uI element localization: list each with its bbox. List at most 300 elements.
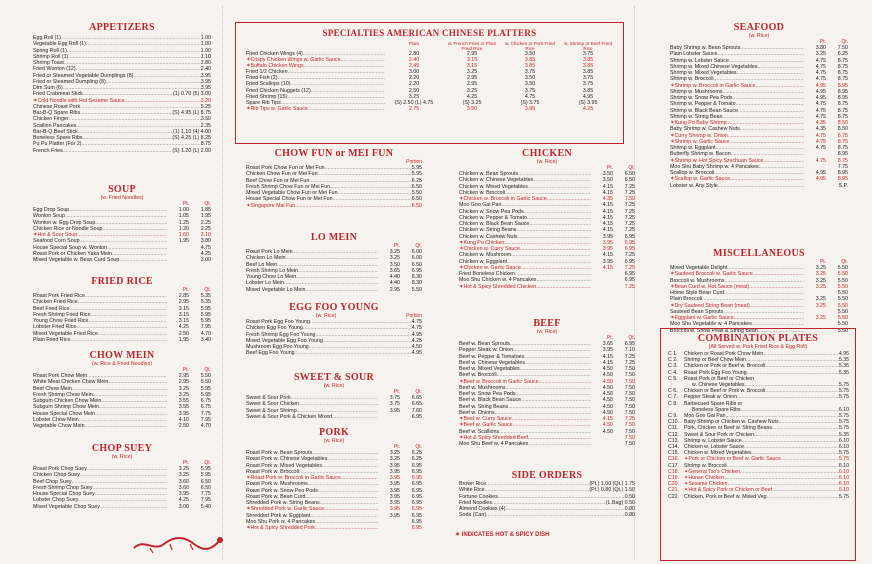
item-price-pt: 3.95 bbox=[389, 512, 400, 519]
item-price-pt: 3.75 bbox=[389, 395, 400, 401]
item-price-qt: 7.50 bbox=[624, 196, 635, 202]
item-name: Chicken w. String Beans bbox=[459, 227, 517, 234]
leader-dots bbox=[747, 370, 839, 376]
item-price-qt: 7.50 bbox=[624, 384, 635, 391]
item-price-pt: 2.50 bbox=[178, 423, 189, 429]
item-price: 1.10 bbox=[200, 53, 211, 60]
item-price-pt: 3.95 bbox=[389, 493, 400, 500]
item-name: Moo Shu Baby Shrimp w. 4 Pancakes bbox=[670, 163, 759, 170]
item-price: 6.10 bbox=[838, 481, 849, 488]
header-pt: Pt. bbox=[182, 460, 189, 466]
item-name: Moo Shu Pork w. 4 Pancakes bbox=[246, 518, 316, 525]
item-name: Broccoli w. Mushrooms bbox=[670, 277, 725, 284]
item-price-qt: 8.75 bbox=[837, 113, 848, 120]
item-price-pt: 4.50 bbox=[602, 428, 613, 435]
item-price: 5.95 bbox=[411, 165, 422, 171]
item-name: Chicken w. Mixed Vegetables bbox=[459, 183, 528, 190]
item-price: 6.10 bbox=[838, 437, 849, 444]
item-price: 1.00 bbox=[200, 35, 211, 41]
item-price-qt: 1.95 bbox=[200, 213, 211, 220]
item-price: (S) 4.95 (L) 8.75 bbox=[172, 110, 211, 116]
item-price-pt: 3.25 bbox=[178, 466, 189, 472]
item-price-pt bbox=[378, 525, 400, 531]
item-name: Spare Rib Tips bbox=[246, 99, 281, 106]
item-price-qt: 7.25 bbox=[624, 416, 635, 422]
item-price-qt: 7.50 bbox=[624, 409, 635, 416]
item-price-pt: 4.75 bbox=[815, 70, 826, 76]
item-price: 3.85 bbox=[582, 87, 594, 94]
item-price-pt: 3.95 bbox=[602, 347, 613, 354]
item-name: Mixed Vegetable Egg Foo Young bbox=[246, 337, 323, 344]
item-price-pt: 4.15 bbox=[602, 214, 613, 221]
item-price-qt: 5.95 bbox=[200, 466, 211, 472]
item-price-pt: 3.95 bbox=[602, 246, 613, 252]
item-price-qt: 6.95 bbox=[411, 481, 422, 488]
item-price: 6.10 bbox=[838, 462, 849, 469]
combo-number: C12. bbox=[668, 431, 679, 438]
item-price: (1) 1.10 (4) 4.00 bbox=[173, 128, 211, 135]
item-price-qt: 6.95 bbox=[411, 267, 422, 274]
header-qt: Qt. bbox=[415, 444, 422, 450]
item-name: Egg Drop Soup bbox=[33, 207, 70, 213]
item-name: Roast Pork Lo Mein bbox=[246, 249, 293, 255]
item-price-qt: 6.95 bbox=[411, 506, 422, 513]
leader-dots bbox=[305, 287, 378, 293]
item-name: Baby Shrimp or Chicken w. Cashew Nuts bbox=[684, 419, 779, 426]
leader-dots bbox=[85, 423, 167, 429]
item-price: 5.25 bbox=[200, 103, 211, 110]
combo-number: C 1. bbox=[668, 351, 678, 357]
item-name: Moo Shu Chicken w. 4 Pancakes bbox=[459, 277, 537, 284]
item-price: 2.50 bbox=[408, 87, 420, 94]
item-price-qt: S.P. bbox=[838, 182, 848, 189]
header-qt: Qt. bbox=[841, 259, 848, 265]
item-price: 1.00 bbox=[200, 47, 211, 54]
item-price: 2.95 bbox=[466, 75, 478, 82]
item-price-pt: 4.75 bbox=[815, 132, 826, 139]
item-price-qt: 6.50 bbox=[200, 478, 211, 485]
item-price-qt: 8.95 bbox=[837, 95, 848, 101]
combo-number: C21. bbox=[668, 487, 679, 494]
item-name: Roast Pork w. Mushrooms bbox=[246, 481, 308, 488]
item-price-pt: 3.65 bbox=[389, 267, 400, 274]
item-price: 3.75 bbox=[524, 69, 536, 76]
item-price-qt: 6.75 bbox=[200, 404, 211, 411]
item-price-pt: 4.50 bbox=[602, 403, 613, 410]
item-name: ✶ Bean Curd w. Hot Sauce (meat) bbox=[670, 284, 749, 290]
item-price: 2.20 bbox=[408, 81, 420, 88]
item-price: 6.25 bbox=[411, 177, 422, 184]
item-price-pt: 2.95 bbox=[389, 286, 400, 293]
item-name: Mixed Vegetable Lo Mein bbox=[246, 286, 306, 293]
item-name: Pepper Steak w. Onion bbox=[684, 394, 738, 401]
section-title: CHOP SUEY bbox=[91, 443, 153, 454]
item-price: (S) 1.20 (L) 2.00 bbox=[172, 147, 211, 154]
item-price-pt: 3.95 bbox=[389, 481, 400, 488]
combo-number: C22. bbox=[668, 493, 679, 500]
item-price-pt: 4.15 bbox=[602, 264, 613, 271]
leader-dots bbox=[536, 284, 591, 290]
item-price-pt: 2.85 bbox=[178, 293, 189, 299]
item-name: Mixed Vegetable Fried Rice bbox=[33, 330, 98, 337]
item-price: 2.20 bbox=[408, 75, 420, 82]
header-qt: Qt. bbox=[841, 39, 848, 45]
item-price: 2.95 bbox=[466, 51, 478, 57]
item-price: 3.25 bbox=[408, 93, 420, 100]
item-price-qt: 1.85 bbox=[200, 207, 211, 213]
item-price-qt: 7.25 bbox=[624, 183, 635, 190]
item-price-pt: 4.10 bbox=[178, 416, 189, 423]
item-name: Home Style Bean Curd bbox=[670, 290, 725, 296]
item-price-qt: 6.65 bbox=[411, 401, 422, 408]
item-name: Subgum Shrimp Chow Mein bbox=[33, 404, 99, 411]
item-price: 4.75 bbox=[524, 93, 536, 100]
item-price: 5.50 bbox=[411, 190, 422, 196]
appetizers-section bbox=[33, 22, 211, 154]
section-title: EGG FOO YOUNG bbox=[289, 302, 379, 313]
item-price-pt bbox=[591, 284, 613, 290]
item-name: Roast Pork Egg Foo Young bbox=[684, 369, 747, 376]
item-price: 5.75 bbox=[838, 456, 849, 463]
item-name: White Rice bbox=[459, 487, 485, 494]
item-price-qt: 7.50 bbox=[624, 397, 635, 404]
item-name: Vegetable Egg Roll (1) bbox=[33, 41, 87, 48]
item-price-qt: 8.95 bbox=[837, 170, 848, 176]
item-price-pt: 3.95 bbox=[389, 475, 400, 481]
item-price-qt: 6.95 bbox=[411, 525, 422, 531]
item-name: Fried Chicken Nuggets (12) bbox=[246, 87, 311, 94]
menu-item bbox=[246, 106, 617, 112]
item-name: ✶ Curry Shrimp w. Onion bbox=[670, 133, 728, 139]
item-price-pt: 3.50 bbox=[389, 261, 400, 268]
item-name: Wonton w. Egg Drop Soup bbox=[33, 219, 96, 226]
item-price-pt: 4.25 bbox=[178, 324, 189, 331]
item-price-qt: 5.95 bbox=[200, 385, 211, 392]
combo-item bbox=[668, 494, 849, 500]
lo-mein-section bbox=[246, 232, 422, 293]
item-name: Moo Goo Gai Pan bbox=[684, 413, 726, 420]
item-name: Egg Roll (1) bbox=[33, 35, 61, 41]
column-header: Portion bbox=[406, 313, 422, 319]
item-price: 3.85 bbox=[582, 57, 594, 64]
item-name: Shredded Pork w. String Beans bbox=[246, 500, 320, 506]
item-price-pt: 4.50 bbox=[602, 409, 613, 416]
item-price: (S) 3.75 bbox=[520, 99, 540, 106]
item-price: 5.35 bbox=[838, 369, 849, 376]
header-pt: Pt. bbox=[606, 165, 613, 171]
item-name: ✶ Singapore Mai Fun bbox=[246, 203, 295, 209]
chow-fun-section bbox=[246, 148, 422, 209]
item-price-qt: 5.50 bbox=[837, 290, 848, 296]
leader-dots bbox=[100, 504, 167, 510]
chow-mein-section bbox=[33, 350, 211, 429]
item-name: Fried Fish (2) bbox=[246, 75, 278, 82]
item-price-pt: 3.95 bbox=[389, 407, 400, 414]
item-name: ✶ Chicken w. Broccoli in Garlic Sauce bbox=[459, 196, 547, 202]
item-price-pt: 3.95 bbox=[602, 258, 613, 265]
item-name: Dim Sum (6) bbox=[33, 85, 63, 91]
item-name: Beef w. String Beans bbox=[459, 403, 509, 410]
item-price-qt: 6.50 bbox=[411, 261, 422, 268]
item-name: Boneless Spare Ribs bbox=[33, 135, 83, 141]
section-subtitle: (w. Rice & Fried Noodles) bbox=[91, 361, 153, 367]
item-price-qt: 8.75 bbox=[837, 145, 848, 151]
item-name: Fortune Cookies bbox=[459, 493, 498, 500]
item-price: 2.45 bbox=[408, 63, 420, 70]
item-name: Chicken w. Chinese Vegetables bbox=[459, 177, 534, 184]
item-name: Sweet & Sour Pork or Chicken bbox=[684, 431, 755, 438]
section-title: SEAFOOD bbox=[733, 22, 785, 33]
item-name: Pork, Chicken or Beef w. String Beans bbox=[684, 425, 772, 432]
item-name: Shrimp w. Eggplant bbox=[670, 145, 716, 151]
item-price-qt: 3.80 bbox=[200, 238, 211, 245]
item-name: Chicken or Pork or Beef w. Broccoli bbox=[684, 363, 766, 370]
item-name: ✶ Roast Pork w. Broccoli in Garlic Sauce bbox=[246, 475, 341, 481]
item-price-pt: 3.95 bbox=[389, 487, 400, 494]
section-subtitle: (w. Rice) bbox=[323, 383, 345, 389]
item-name: Lobster w. Any Style bbox=[670, 182, 718, 189]
combo-number: C13. bbox=[668, 437, 679, 444]
section-title: CHICKEN bbox=[522, 148, 572, 159]
item-price-pt: 3.15 bbox=[178, 311, 189, 318]
item-price-pt: 4.75 bbox=[815, 76, 826, 83]
header-pt: Pt. bbox=[393, 444, 400, 450]
item-price-qt: 5.50 bbox=[837, 277, 848, 284]
item-price-qt: 5.35 bbox=[200, 299, 211, 306]
item-price: 6.10 bbox=[838, 406, 849, 413]
item-price-qt: 7.25 bbox=[624, 221, 635, 227]
item-price-qt: 6.50 bbox=[200, 484, 211, 491]
item-price-qt: 7.50 bbox=[624, 372, 635, 379]
item-price-pt: 4.50 bbox=[602, 378, 613, 385]
item-price-qt: 7.50 bbox=[624, 378, 635, 385]
item-name: Shrimp w. Pepper & Tomato bbox=[670, 101, 736, 108]
item-name: Beef w. Mixed Vegetables bbox=[459, 366, 520, 372]
seafood-section bbox=[670, 22, 848, 189]
item-name: Chicken w. Eggplant bbox=[459, 258, 507, 265]
item-price-qt: 5.95 bbox=[200, 472, 211, 479]
item-price-pt: 3.75 bbox=[389, 401, 400, 408]
menu-item bbox=[459, 441, 635, 447]
item-name: Baby Shrimp w. Cashew Nuts bbox=[670, 126, 740, 133]
item-name: Fried Crabmeat Stick bbox=[33, 91, 83, 98]
item-price-pt: 4.95 bbox=[815, 95, 826, 101]
item-name: Chicken Finger bbox=[33, 116, 69, 123]
item-price-qt: 3.00 bbox=[200, 257, 211, 263]
item-price-qt: 5.50 bbox=[837, 283, 848, 290]
item-price-pt: 3.25 bbox=[815, 51, 826, 58]
combo-number: C 9. bbox=[668, 413, 678, 420]
item-price-qt: 7.25 bbox=[624, 252, 635, 259]
item-price: 3.50 bbox=[524, 75, 536, 82]
item-name: ✶ Cold Noodle with Hot Sesame Sauce bbox=[33, 98, 125, 104]
item-price: 2.80 bbox=[408, 51, 420, 57]
item-name: Shrimp w. Lobster Sauce bbox=[670, 57, 729, 64]
leader-dots bbox=[119, 257, 167, 263]
section-title: LO MEIN bbox=[310, 232, 358, 243]
item-name: Shrimp w. Snow Pea Pods bbox=[670, 95, 733, 101]
header-qt: Qt. bbox=[415, 243, 422, 249]
menu-item bbox=[246, 414, 422, 420]
item-name: Lobster Chow Mein bbox=[33, 416, 79, 423]
item-price: 2.40 bbox=[200, 66, 211, 73]
dragon-icon bbox=[130, 530, 225, 556]
item-price: 5.35 bbox=[838, 357, 849, 364]
item-name: Brown Rice bbox=[459, 481, 487, 487]
item-name: ✶ Buffalo Chicken Wings bbox=[246, 63, 304, 69]
item-price-qt: 8.50 bbox=[837, 120, 848, 126]
item-price-pt: 4.95 bbox=[815, 176, 826, 183]
item-price-qt: 6.95 bbox=[411, 493, 422, 500]
item-price-pt bbox=[804, 183, 826, 189]
item-price-pt: 1.60 bbox=[178, 232, 189, 238]
item-name: Shrimp w. Broccoli bbox=[670, 76, 714, 83]
item-price-pt: 4.95 bbox=[815, 88, 826, 95]
item-price-qt: 4.70 bbox=[200, 423, 211, 429]
item-name: French Fries bbox=[33, 147, 63, 154]
item-name: Beef Lo Mein bbox=[246, 261, 278, 268]
item-price-qt: 7.25 bbox=[624, 214, 635, 221]
item-name: ✶ Hot & Spicy Shredded Beef bbox=[459, 435, 528, 441]
item-price-qt: 7.50 bbox=[624, 366, 635, 372]
item-price-qt: 6.50 bbox=[624, 177, 635, 184]
item-price-qt: 7.25 bbox=[624, 283, 635, 290]
item-name: ✶ Scallop w. Garlic Sauce bbox=[670, 176, 730, 182]
item-price-pt: 3.25 bbox=[389, 249, 400, 255]
item-name: Beef w. Mushrooms bbox=[459, 384, 506, 391]
item-name: Beef Chow Mein bbox=[33, 385, 72, 392]
item-price: 3.75 bbox=[582, 81, 594, 88]
item-price-pt: 3.95 bbox=[389, 500, 400, 506]
item-price-pt: 1.20 bbox=[178, 225, 189, 232]
item-name: Fried or Steamed Dumpling (8) bbox=[33, 78, 106, 85]
item-name: Roast Pork w. Broccoli bbox=[246, 468, 299, 475]
item-name: Fresh Shrimp Chow Fun or Mei Fun bbox=[246, 183, 331, 190]
item-price-pt: 3.25 bbox=[815, 265, 826, 271]
item-price-pt: 4.50 bbox=[602, 422, 613, 429]
header-qt: Qt. bbox=[628, 165, 635, 171]
section-title: SOUP bbox=[108, 184, 136, 195]
item-name: Fresh Shrimp Chow Mein bbox=[33, 391, 93, 398]
item-name: ✶ Beef w. Broccoli in Garlic Sauce bbox=[459, 379, 539, 385]
item-price-pt: 3.95 bbox=[389, 462, 400, 469]
item-name: Shrimp w. Black Bean Sauce bbox=[670, 107, 739, 114]
item-price-qt: 6.95 bbox=[411, 475, 422, 481]
combination-plates-box bbox=[660, 328, 856, 561]
item-price: (Pt.) 0.80 (Qt.) 1.50 bbox=[589, 487, 635, 494]
pork-section bbox=[246, 427, 422, 531]
item-name: Roast Pork w. Mixed Vegetables bbox=[246, 462, 322, 469]
item-price: 5.35 bbox=[838, 363, 849, 370]
combo-number: C18. bbox=[668, 468, 679, 475]
item-name: Chicken Lo Mein bbox=[246, 255, 286, 262]
item-name: Fried Shrimp (15) bbox=[246, 93, 288, 100]
item-name: White Meat Chicken Chow Mein bbox=[33, 379, 109, 386]
item-price: 3.50 bbox=[466, 105, 478, 112]
column-divider bbox=[222, 6, 223, 560]
item-price: 3.15 bbox=[466, 63, 478, 70]
item-price-pt: 4.75 bbox=[815, 107, 826, 114]
item-name: Roast Pork Fried Rice bbox=[33, 293, 85, 299]
item-price-pt: 3.25 bbox=[178, 472, 189, 479]
section-title: SIDE ORDERS bbox=[511, 470, 583, 481]
header-qt: Qt. bbox=[204, 287, 211, 293]
item-price-qt: 6.25 bbox=[411, 450, 422, 456]
section-title: COMBINATION PLATES bbox=[697, 333, 819, 344]
item-price: 3.85 bbox=[524, 63, 536, 70]
section-subtitle: (w. Fried Noodles) bbox=[100, 195, 144, 201]
item-price: 3.85 bbox=[524, 57, 536, 64]
item-name: ✶ Shredded Pork w. Garlic Sauce bbox=[246, 506, 324, 512]
item-name: Fresh Shrimp Fried Rice bbox=[33, 311, 91, 318]
column-header: Portion bbox=[406, 159, 422, 165]
item-price-qt: 7.75 bbox=[837, 163, 848, 170]
item-name: Chinese Roast Pork bbox=[33, 103, 81, 110]
item-name: Beef w. Pepper & Tomatoes bbox=[459, 353, 525, 360]
item-price-pt: 3.25 bbox=[815, 283, 826, 290]
item-price: 3.85 bbox=[582, 69, 594, 76]
item-price-pt: 3.95 bbox=[602, 233, 613, 240]
item-price-pt: 4.25 bbox=[178, 497, 189, 504]
item-price: 5.75 bbox=[838, 382, 849, 389]
item-name: Roast Pork Chow Mein bbox=[33, 373, 88, 379]
item-name: Moo Shu Vegetable w. 4 Pancakes bbox=[670, 321, 752, 328]
item-price-qt: 5.50 bbox=[837, 321, 848, 328]
item-name: w. Chinese Vegetables bbox=[692, 382, 745, 389]
item-price-pt: 2.95 bbox=[178, 299, 189, 306]
header-pt: Pt. bbox=[819, 39, 826, 45]
item-name: Pepper Steak w. Onion bbox=[459, 347, 514, 354]
item-price-pt: 4.75 bbox=[815, 157, 826, 164]
item-name: Beef w. Black Bean Sauce bbox=[459, 397, 522, 404]
item-name: Beef Chop Suey bbox=[33, 478, 72, 485]
item-price-qt: 6.95 bbox=[624, 233, 635, 240]
header-pt: Pt. bbox=[182, 367, 189, 373]
item-name: Mushroom Egg Foo Young bbox=[246, 344, 309, 350]
item-price-pt: 4.75 bbox=[815, 63, 826, 70]
item-price-qt: 7.50 bbox=[624, 391, 635, 397]
item-name: ✶ General Tso's Chicken bbox=[684, 469, 740, 475]
item-price: (Pt.) 1.00 (Qt.) 1.75 bbox=[589, 481, 635, 487]
specialties-column-headers: Plain w. French Fries or Plain Fried Rice w. Chicken or Pork Fried Rice w. Shrimp or Beef Fried Rice bbox=[408, 41, 612, 51]
leader-dots bbox=[768, 494, 839, 500]
item-name: Shrimp Roll (1) bbox=[33, 53, 69, 60]
combo-number: C16. bbox=[668, 456, 679, 463]
item-price-qt: 5.50 bbox=[837, 265, 848, 271]
item-name: Chicken Egg Foo Young bbox=[246, 325, 303, 332]
item-price: 5.75 bbox=[838, 394, 849, 401]
item-name: Pu Pu Platter (For 2) bbox=[33, 141, 82, 148]
item-price-pt: 3.95 bbox=[389, 468, 400, 475]
item-name: ✶ Kung Po Chicken bbox=[459, 240, 504, 246]
item-name: ✶ Eggplant w. Garlic Sauce bbox=[670, 315, 734, 321]
item-price-qt: 6.95 bbox=[624, 271, 635, 277]
item-price-qt: 7.50 bbox=[624, 403, 635, 410]
menu-item bbox=[33, 337, 211, 343]
item-price-qt: 6.00 bbox=[411, 249, 422, 255]
item-price-pt: 4.75 bbox=[815, 145, 826, 151]
item-name: House Special Soup w. Wonton bbox=[33, 244, 108, 251]
item-price-pt: 3.95 bbox=[178, 491, 189, 497]
item-price-qt: 8.95 bbox=[837, 151, 848, 158]
item-name: Seafood Corn Soup bbox=[33, 238, 80, 245]
section-title: BEEF bbox=[533, 318, 561, 329]
item-price-pt: 4.75 bbox=[815, 113, 826, 120]
combo-number: C 8. bbox=[668, 400, 678, 407]
item-price-qt: 8.75 bbox=[837, 132, 848, 139]
item-price: 6.10 bbox=[838, 444, 849, 451]
leader-dots bbox=[63, 148, 173, 154]
